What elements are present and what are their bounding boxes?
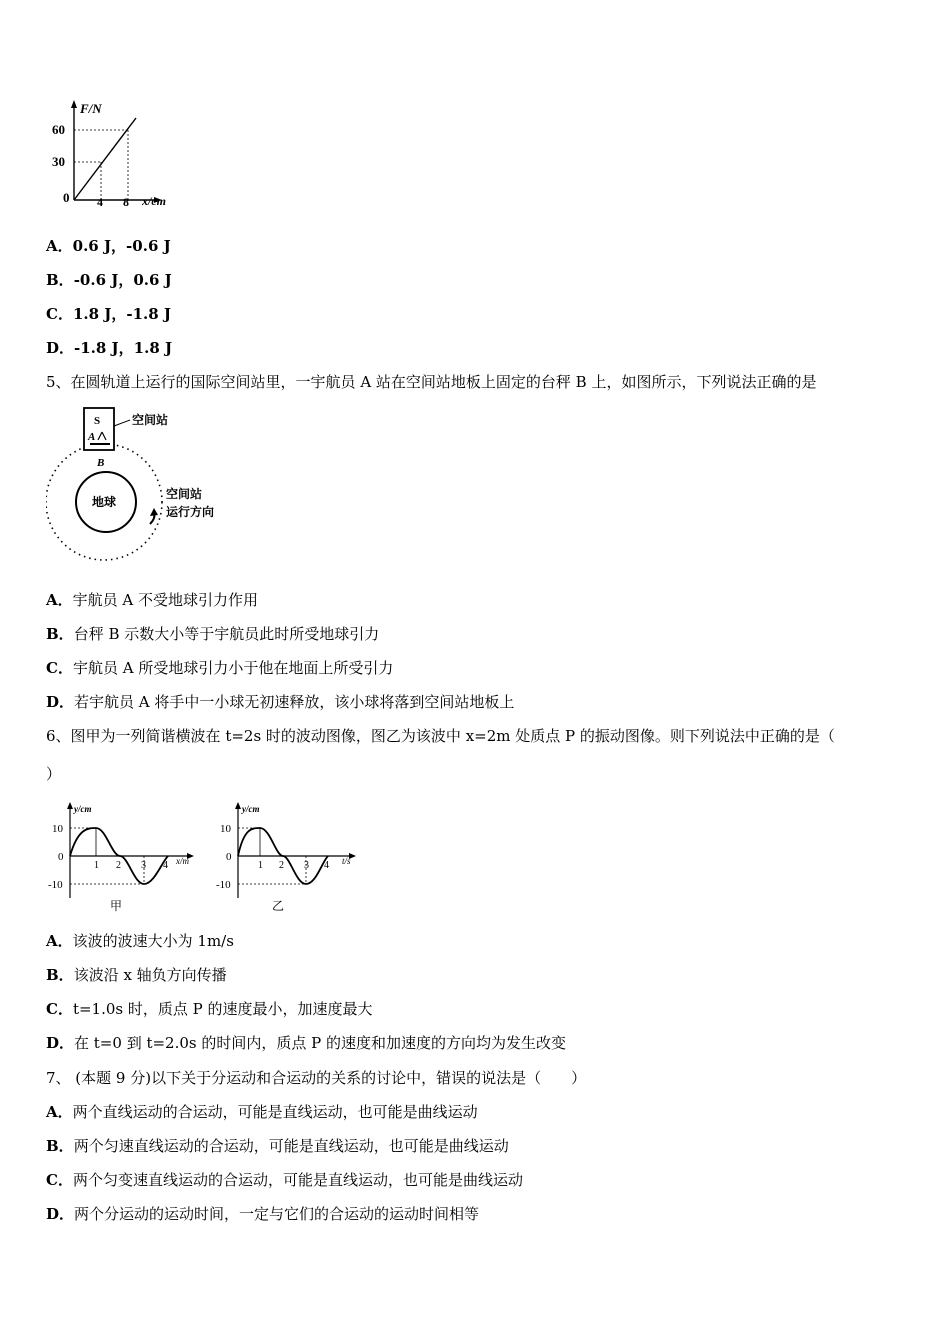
direction-arrow-head (150, 508, 158, 516)
option-text: 该波沿 x 轴负方向传播 (73, 966, 227, 984)
q6-option-b (46, 965, 227, 985)
y-tick-neg10: -10 (48, 879, 63, 891)
option-letter: D． (46, 1205, 75, 1223)
direction-label-2: 运行方向 (166, 505, 215, 519)
y-axis-arrow (235, 802, 241, 809)
option-letter: B． (46, 1137, 74, 1155)
option-letter: A． (46, 1103, 73, 1121)
option-text: 台秤 B 示数大小等于宇航员此时所受地球引力 (73, 625, 380, 643)
station-label: 空间站 (132, 413, 169, 427)
t-tick-4: 4 (324, 860, 329, 871)
q5-option-a (46, 590, 258, 610)
option-text: t=1.0s 时，质点 P 的速度最小，加速度最大 (72, 1000, 373, 1018)
x-tick-8: 8 (123, 195, 129, 209)
option-text: 0.6 J，-0.6 J (72, 237, 171, 255)
y-tick-0: 0 (58, 851, 64, 863)
q7-option-b (46, 1136, 509, 1156)
label-pointer (114, 420, 130, 426)
y-axis-label: y/cm (74, 804, 92, 814)
option-letter: D． (46, 693, 75, 711)
earth-label: 地球 (92, 495, 117, 509)
option-text: -1.8 J，1.8 J (74, 339, 173, 357)
q6-stem-line1: 6、图甲为一列简谐横波在 t=2s 时的波动图像，图乙为该波中 x=2m 处质点 P 的振动图像。则下列说法中正确的是（ (46, 727, 835, 745)
caption-yi: 乙 (272, 899, 285, 913)
q4-option-b (46, 270, 172, 290)
x-axis-label: x/m (176, 856, 189, 866)
x-tick-4: 4 (97, 195, 103, 209)
option-text: 宇航员 A 不受地球引力作用 (72, 591, 259, 609)
q4-option-d (46, 338, 172, 358)
t-tick-3: 3 (304, 860, 309, 871)
option-letter: B． (46, 966, 74, 984)
option-letter: C． (46, 659, 73, 677)
q5-option-c (46, 658, 393, 678)
option-letter: B． (46, 271, 74, 289)
letter-b: B (97, 457, 105, 469)
x-axis-label: x/cm (142, 194, 166, 208)
q7-option-c (46, 1170, 523, 1190)
q4-option-c (46, 304, 171, 324)
option-letter: C． (46, 305, 73, 323)
t-axis-label: t/s (342, 856, 351, 866)
y-axis-arrow (71, 100, 77, 108)
option-text: 两个匀速直线运动的合运动，可能是直线运动，也可能是曲线运动 (73, 1137, 509, 1155)
caption-jia: 甲 (110, 899, 123, 913)
t-tick-2: 2 (279, 860, 284, 871)
wave-figure-yi (216, 798, 376, 914)
option-letter: C． (46, 1000, 73, 1018)
wave-figure-jia (48, 798, 208, 914)
option-text: 若宇航员 A 将手中一小球无初速释放，该小球将落到空间站地板上 (74, 693, 515, 711)
option-text: 两个直线运动的合运动，可能是直线运动，也可能是曲线运动 (72, 1103, 478, 1121)
origin-label: 0 (63, 190, 70, 205)
option-text: 宇航员 A 所受地球引力小于他在地面上所受引力 (72, 659, 394, 677)
option-letter: D． (46, 1034, 75, 1052)
y-tick-60: 60 (52, 122, 65, 137)
option-text: 该波的波速大小为 1m/s (72, 932, 234, 950)
option-letter: A． (46, 591, 73, 609)
y-axis-label: y/cm (242, 804, 260, 814)
q6-option-a (46, 931, 234, 951)
x-tick-4: 4 (163, 860, 168, 871)
x-tick-1: 1 (94, 860, 99, 871)
q7-option-d (46, 1204, 479, 1224)
y-tick-0: 0 (226, 851, 232, 863)
option-text: -0.6 J，0.6 J (73, 271, 172, 289)
option-text: 两个分运动的运动时间，一定与它们的合运动的运动时间相等 (74, 1205, 480, 1223)
space-station-diagram (46, 402, 246, 570)
direction-label-1: 空间站 (166, 487, 203, 501)
option-letter: C． (46, 1171, 73, 1189)
space-station-figure (46, 402, 246, 570)
option-text: 两个匀变速直线运动的合运动，可能是直线运动，也可能是曲线运动 (72, 1171, 523, 1189)
option-text: 在 t=0 到 t=2.0s 的时间内，质点 P 的速度和加速度的方向均为发生改变 (74, 1034, 567, 1052)
option-letter: D． (46, 339, 75, 357)
q4-option-a (46, 236, 171, 256)
q5-option-b (46, 624, 379, 644)
letter-a: A (88, 431, 96, 443)
letter-s: S (94, 415, 101, 427)
x-tick-2: 2 (116, 860, 121, 871)
q5-stem: 5、在圆轨道上运行的国际空间站里，一宇航员 A 站在空间站地板上固定的台秤 B 上，如图所示，下列说法正确的是 (46, 373, 817, 391)
y-tick-10: 10 (52, 823, 63, 835)
y-axis-arrow (67, 802, 73, 809)
wave-graph-jia (48, 798, 208, 914)
force-displacement-graph (48, 98, 188, 214)
option-letter: B． (46, 625, 74, 643)
y-axis-label: F/N (80, 101, 102, 116)
wave-graph-yi (216, 798, 376, 914)
option-text: 1.8 J，-1.8 J (72, 305, 172, 323)
y-tick-30: 30 (52, 154, 65, 169)
q6-stem-line2: ） (46, 765, 62, 783)
y-tick-neg10: -10 (216, 879, 231, 891)
q6-option-d (46, 1033, 566, 1053)
force-displacement-figure (48, 98, 188, 214)
y-tick-10: 10 (220, 823, 231, 835)
q6-option-c (46, 999, 373, 1019)
option-letter: A． (46, 237, 73, 255)
x-tick-3: 3 (141, 860, 146, 871)
t-tick-1: 1 (258, 860, 263, 871)
q5-option-d (46, 692, 514, 712)
q7-stem: 7、 (本题 9 分)以下关于分运动和合运动的关系的讨论中，错误的说法是（ ） (46, 1069, 587, 1087)
q7-option-a (46, 1102, 478, 1122)
option-letter: A． (46, 932, 73, 950)
